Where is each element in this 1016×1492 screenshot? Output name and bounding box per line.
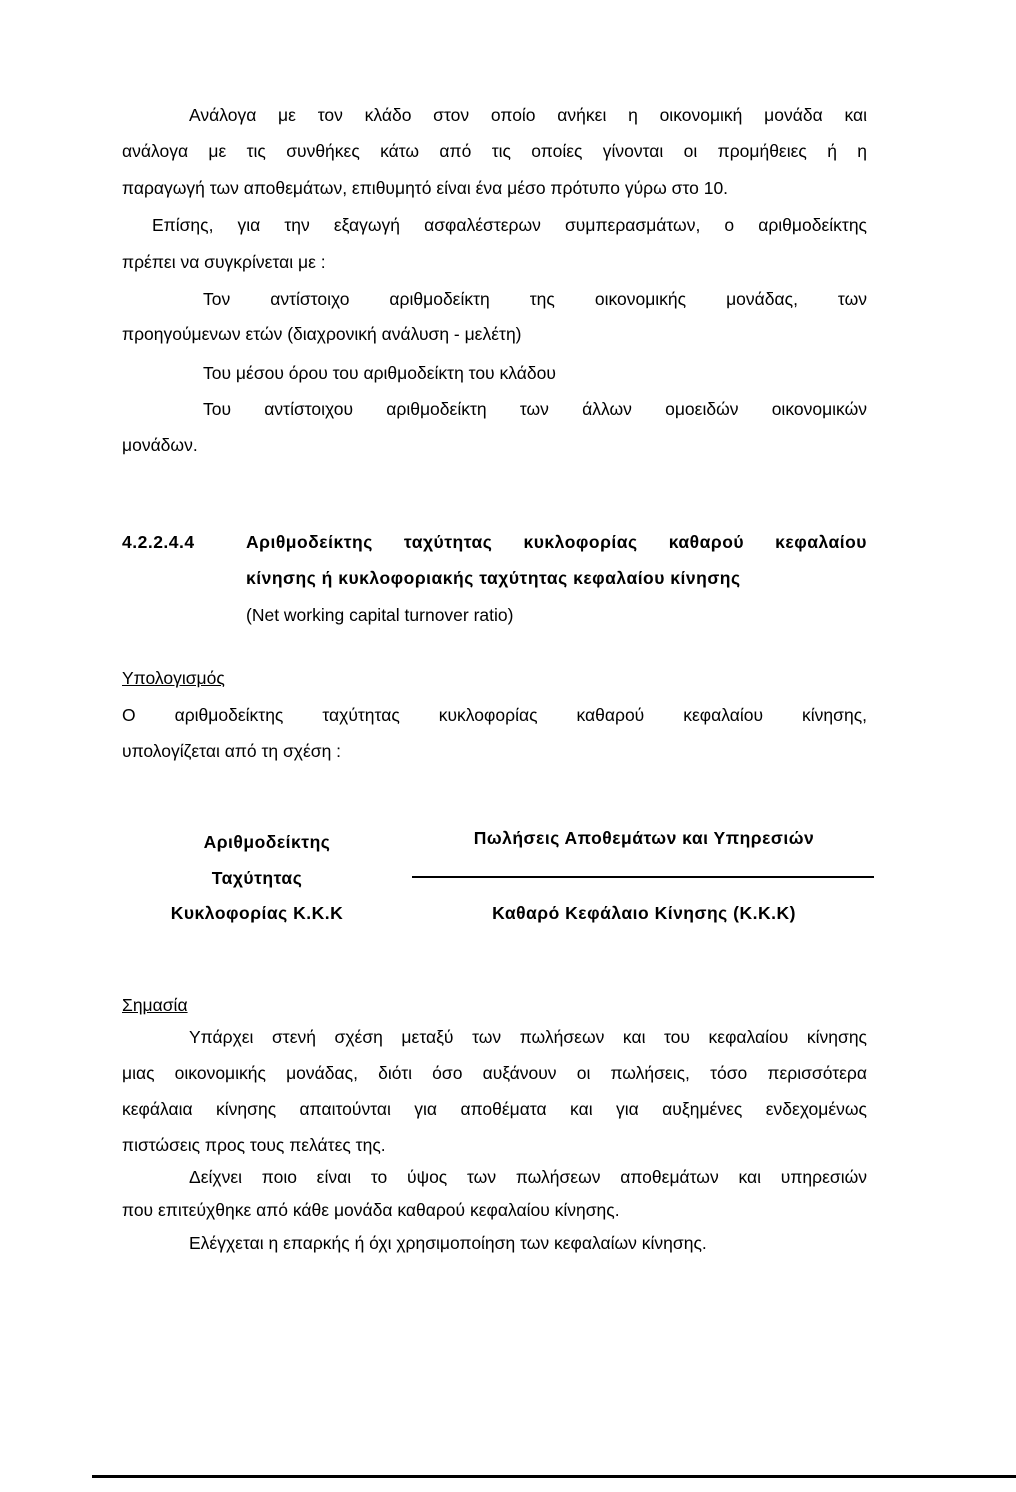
section-subtitle: (Net working capital turnover ratio) bbox=[246, 605, 514, 625]
significance-heading: Σημασία bbox=[122, 995, 188, 1015]
intro-line: ανάλογα με τις συνθήκες κάτω από τις οποίες γίνονται οι προμήθειες ή η bbox=[122, 141, 867, 161]
formula-numerator: Πωλήσεις Αποθεμάτων και Υπηρεσιών bbox=[473, 828, 815, 848]
calculation-line: υπολογίζεται από τη σχέση : bbox=[122, 741, 342, 761]
intro-line: παραγωγή των αποθεμάτων, επιθυμητό είναι ένα μέσο πρότυπο γύρω στο 10. bbox=[122, 178, 729, 198]
calculation-line: Ο αριθμοδείκτης ταχύτητας κυκλοφορίας καθαρού κεφαλαίου κίνησης, bbox=[122, 705, 867, 725]
fraction-bar bbox=[412, 876, 874, 878]
comparison-item: Του μέσου όρου του αριθμοδείκτη του κλάδου bbox=[203, 363, 556, 383]
significance-line: Ελέγχεται η επαρκής ή όχι χρησιμοποίηση των κεφαλαίων κίνησης. bbox=[189, 1233, 707, 1253]
formula-denominator: Καθαρό Κεφάλαιο Κίνησης (Κ.Κ.Κ) bbox=[492, 903, 796, 923]
section-number: 4.2.2.4.4 bbox=[122, 532, 195, 552]
section-title-line: Αριθμοδείκτης ταχύτητας κυκλοφορίας καθαρού κεφαλαίου bbox=[246, 532, 867, 552]
significance-line: μιας οικονομικής μονάδας, διότι όσο αυξάνουν οι πωλήσεις, τόσο περισσότερα bbox=[122, 1063, 867, 1083]
comparison-item-continuation: μονάδων. bbox=[122, 435, 198, 455]
significance-line: Υπάρχει στενή σχέση μεταξύ των πωλήσεων και του κεφαλαίου κίνησης bbox=[189, 1027, 867, 1047]
significance-line: πιστώσεις προς τους πελάτες της. bbox=[122, 1135, 386, 1155]
significance-line: που επιτεύχθηκε από κάθε μονάδα καθαρού κεφαλαίου κίνησης. bbox=[122, 1200, 620, 1220]
section-title-line: κίνησης ή κυκλοφοριακής ταχύτητας κεφαλαίου κίνησης bbox=[246, 568, 741, 588]
intro-line: Ανάλογα με τον κλάδο στον οποίο ανήκει η οικονομική μονάδα και bbox=[189, 105, 867, 125]
formula-left-line: Ταχύτητας bbox=[211, 868, 303, 888]
comparison-item-continuation: προηγούμενων ετών (διαχρονική ανάλυση - μελέτη) bbox=[122, 324, 522, 344]
formula-left-line: Αριθμοδείκτης bbox=[203, 832, 331, 852]
significance-line: κεφάλαια κίνησης απαιτούνται για αποθέματα και για αυξημένες ενδεχομένως bbox=[122, 1099, 867, 1119]
intro-line: Επίσης, για την εξαγωγή ασφαλέστερων συμπερασμάτων, ο αριθμοδείκτης bbox=[152, 215, 867, 235]
comparison-item: Τον αντίστοιχο αριθμοδείκτη της οικονομικής μονάδας, των bbox=[203, 289, 867, 309]
calculation-heading: Υπολογισμός bbox=[122, 668, 225, 688]
significance-line: Δείχνει ποιο είναι το ύψος των πωλήσεων αποθεμάτων και υπηρεσιών bbox=[189, 1167, 867, 1187]
footer-rule bbox=[92, 1475, 1016, 1478]
comparison-item: Του αντίστοιχου αριθμοδείκτη των άλλων ομοειδών οικονομικών bbox=[203, 399, 867, 419]
intro-line: πρέπει να συγκρίνεται με : bbox=[122, 252, 326, 272]
formula-left-line: Κυκλοφορίας Κ.Κ.Κ bbox=[170, 903, 344, 923]
